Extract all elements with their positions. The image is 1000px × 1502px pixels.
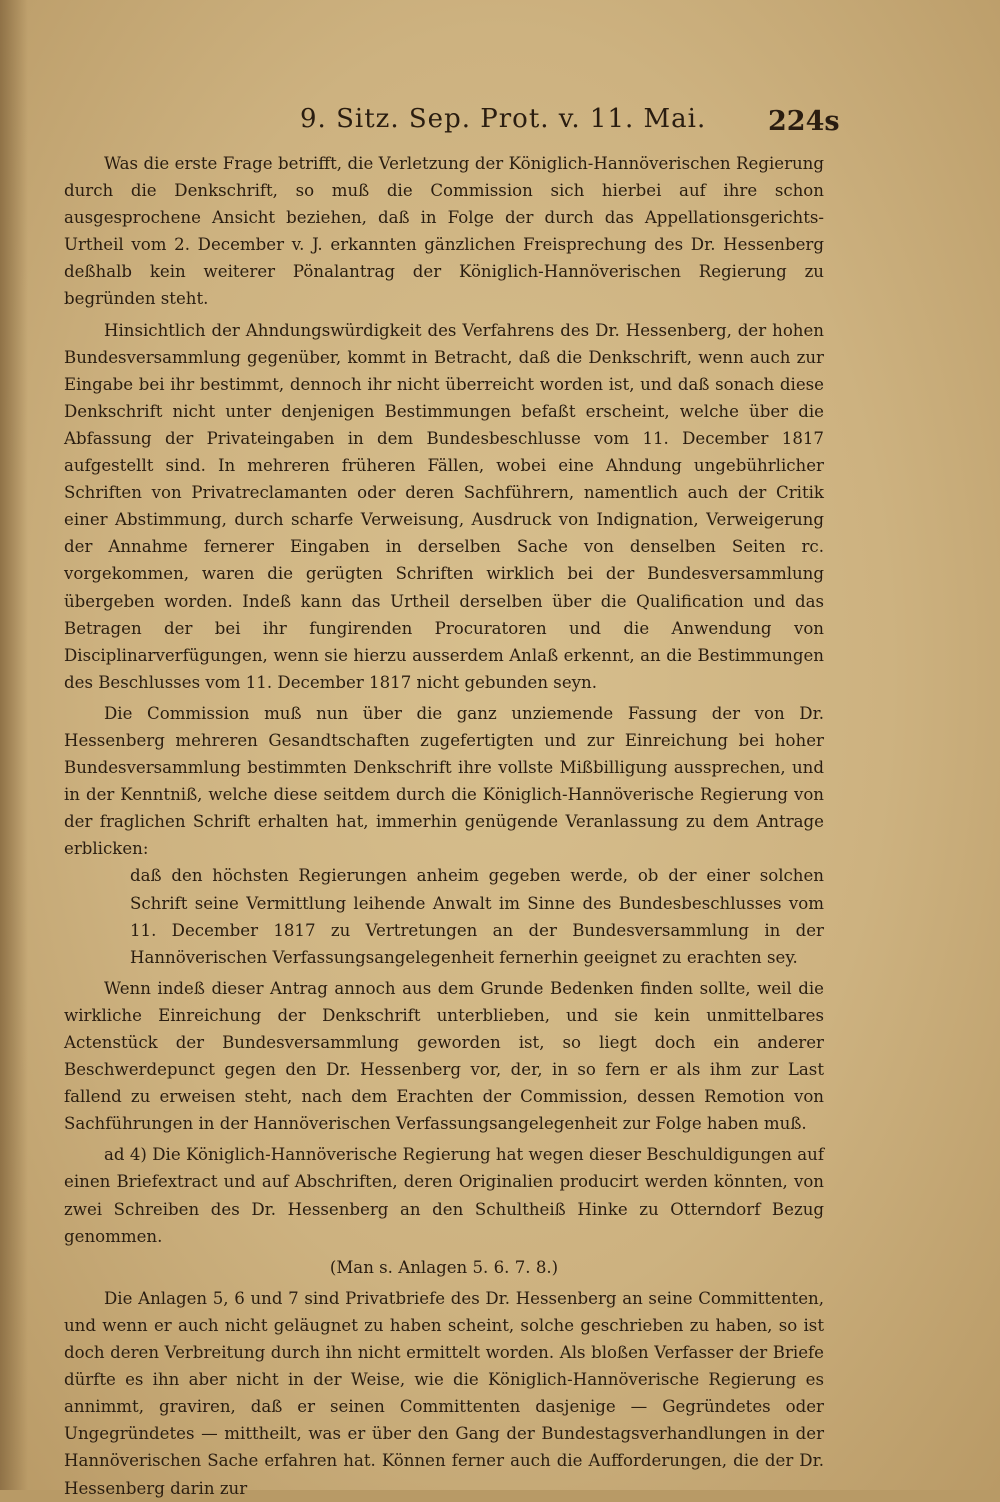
header-title: 9. Sitz. Sep. Prot. v. 11. Mai. xyxy=(300,104,707,134)
paragraph-ahndung: Hinsichtlich der Ahndungswürdigkeit des Verfahrens des Dr. Hessenberg, der hohen Bundesversammlung gegenüber, kommt in Betracht, daß die Denkschrift, wenn auch zur Eingabe bei ihr bestimmt, dennoch ihr nicht überreicht worden ist, und daß sonach diese Denkschrift nicht unter denjenigen Bestimmungen befaßt erscheint, welche über die Abfassung der Privateingaben in dem Bundesbeschlusse vom 11. December 1817 aufgestellt sind. In mehreren früheren Fällen, wobei eine Ahndung ungebührlicher Schriften von Privatreclamanten oder deren Sachführern, namentlich auch der Critik einer Abstimmung, durch scharfe Verweisung, Ausdruck von Indignation, Verweigerung der Annahme fernerer Eingaben in derselben Sache von denselben Seiten rc. vorgekommen, waren die gerügten Schriften wirklich bei der Bundesversammlung übergeben worden. Indeß kann das Urtheil derselben über die Qualification und das Betragen der bei ihr fungirenden Procuratoren und die Anwendung von Disciplinarverfügungen, wenn sie hierzu ausserdem Anlaß erkennt, an die Bestimmungen des Beschlusses vom 11. December 1817 nicht gebunden seyn. xyxy=(64,320,824,692)
body-text xyxy=(64,150,824,1502)
paragraph-first-question: Was die erste Frage betrifft, die Verletzung der Königlich-Hannöverischen Regierung durch die Denkschrift, so muß die Commission sich hierbei auf ihre schon ausgesprochene Ansicht beziehen, daß in Folge der durch das Appellationsgerichts-Urtheil vom 2. December v. J. erkannten gänzlichen Freisprechung des Dr. Hessenberg deßhalb kein weiterer Pönalantrag der Königlich-Hannöverischen Regierung zu begründen steht. xyxy=(64,154,824,309)
paragraph-ad-4: ad 4) Die Königlich-Hannöverische Regierung hat wegen dieser Beschuldigungen auf einen Briefextract und auf Abschriften, deren Originalien producirt werden könnten, von zwei Schreiben des Dr. Hessenberg an den Schultheiß Hinke zu Otterndorf Bezug genommen. xyxy=(64,1145,824,1246)
annex-reference: (Man s. Anlagen 5. 6. 7. 8.) xyxy=(329,1257,559,1277)
paragraph-commission: Die Commission muß nun über die ganz unziemende Fassung der von Dr. Hessenberg mehreren Gesandtschaften zugefertigten und zur Einreichung bei hoher Bundesversammlung bestimmten Denkschrift ihre vollste Mißbilligung aussprechen, und in der Kenntniß, welche diese seitdem durch die Königlich-Hannöverische Regierung von der fraglichen Schrift erhalten hat, immerhin genügende Veranlassung zu dem Antrage erblicken: xyxy=(64,703,824,859)
page-number: 224s xyxy=(768,106,840,137)
paragraph-objection: Wenn indeß dieser Antrag annoch aus dem Grunde Bedenken finden sollte, weil die wirkliche Einreichung der Denkschrift unterblieben, und sie kein unmittelbares Actenstück der Bundesversammlung geworden ist, so liegt doch ein anderer Beschwerdepunct gegen den Dr. Hessenberg vor, der, in so fern er als ihm zur Last fallend zu erweisen steht, nach dem Erachten der Commission, dessen Remotion von Sachführungen in der Hannöverischen Verfassungsangelegenheit zur Folge haben muß. xyxy=(64,978,824,1134)
running-header xyxy=(0,104,1000,144)
paragraph-motion: daß den höchsten Regierungen anheim gegeben werde, ob der einer solchen Schrift seine Vermittlung leihende Anwalt im Sinne des Bundesbeschlusses vom 11. December 1817 zu Vertretungen an der Bundesversammlung in der Hannöverischen Verfassungsangelegenheit fernerhin geeignet zu erachten sey. xyxy=(130,866,824,967)
page-fold-shadow xyxy=(0,0,28,1490)
paragraph-annexes: Die Anlagen 5, 6 und 7 sind Privatbriefe des Dr. Hessenberg an seine Committenten, und wenn er auch nicht geläugnet zu haben scheint, solche geschrieben zu haben, so ist doch deren Verbreitung durch ihn nicht ermittelt worden. Als bloßen Verfasser der Briefe dürfte es ihn aber nicht in der Weise, wie die Königlich-Hannöverische Regierung es annimmt, graviren, daß er seinen Committenten dasjenige — Gegründetes oder Ungegründetes — mittheilt, was er über den Gang der Bundestagsverhandlungen in der Hannöverischen Sache erfahren hat. Können ferner auch die Aufforderungen, die der Dr. Hessenberg darin zur xyxy=(64,1288,824,1498)
